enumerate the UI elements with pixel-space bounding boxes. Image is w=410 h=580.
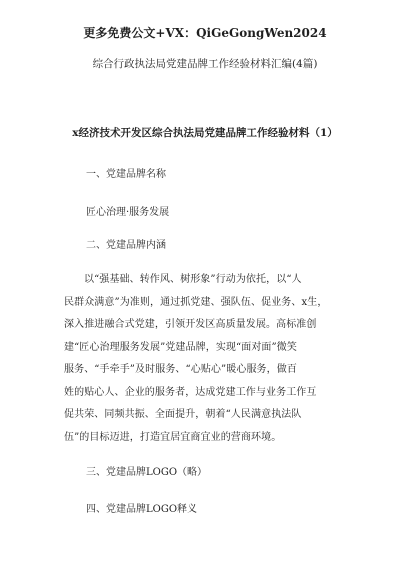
brand-name-text: 匠心治理·服务发展 (86, 207, 170, 218)
paragraph-line: 促共荣、同频共振、全面提升，朝着“人民满意执法队 (64, 409, 302, 420)
paragraph-line: 姓的贴心人、企业的服务者，达成党建工作与业务工作互 (64, 386, 317, 398)
header-watermark-text: 更多免费公文+VX：QiGeGongWen2024 (83, 26, 327, 40)
paragraph-line: 深入推进融合式党建，引领开发区高质量发展。高标准创 (64, 319, 317, 330)
section-heading-brand-connotation: 二、党建品牌内涵 (86, 240, 166, 251)
paragraph-line: 以“强基础、转作风、树形象”行动为依托，以“人 (84, 274, 302, 285)
paragraph-line: 伍”的目标迈进，打造宜居宜商宜业的营商环境。 (64, 431, 282, 443)
paragraph-line: 服务、“手牵手”及时服务、“心贴心”暖心服务，做百 (64, 364, 297, 375)
connotation-paragraph (64, 269, 364, 449)
collection-subtitle: 综合行政执法局党建品牌工作经验材料汇编(4篇) (92, 58, 318, 70)
section-heading-brand-name: 一、党建品牌名称 (86, 169, 166, 180)
paragraph-line: 建“匠心治理服务发展”党建品牌，实现“面对面”微笑 (64, 341, 297, 353)
section-heading-logo: 三、党建品牌LOGO（略） (86, 467, 208, 478)
document-title: x经济技术开发区综合执法局党建品牌工作经验材料（1） (72, 127, 338, 139)
section-heading-logo-meaning: 四、党建品牌LOGO释义 (86, 504, 198, 515)
paragraph-line: 民群众满意”为准则，通过抓党建、强队伍、促业务、x生， (64, 296, 328, 308)
